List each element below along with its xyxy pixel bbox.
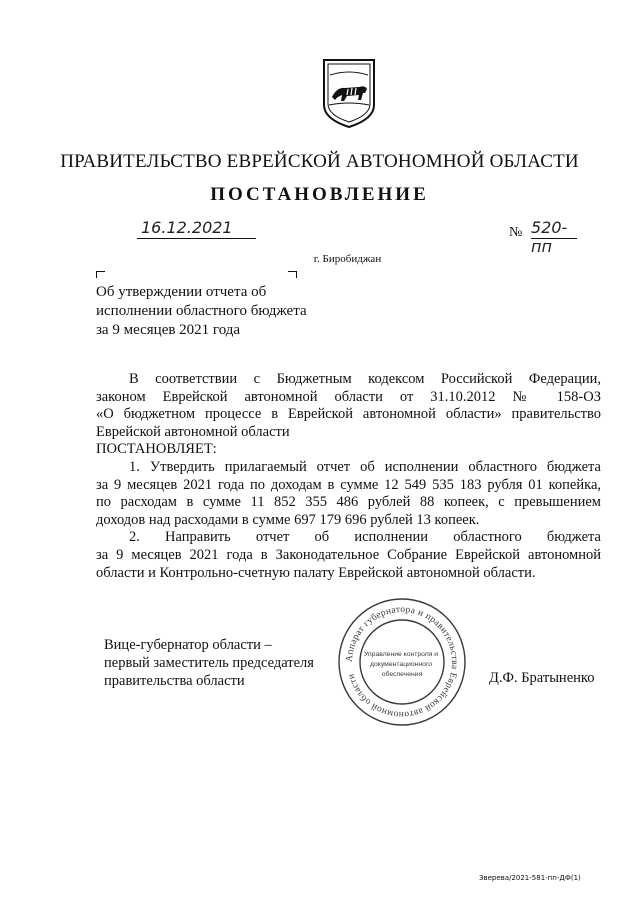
signatory-title-line: Вице-губернатор области – bbox=[104, 637, 272, 653]
document-type: ПОСТАНОВЛЕНИЕ bbox=[210, 184, 429, 205]
city-name: г. Биробиджан bbox=[313, 253, 382, 265]
item2-line: 2. Направить отчет об исполнении областного бюджета bbox=[129, 529, 601, 546]
stamp-ring-text: Аппарат губернатора и правительства Еврейской автономной области bbox=[344, 604, 460, 720]
resolves-heading: ПОСТАНОВЛЯЕТ: bbox=[96, 441, 217, 458]
stamp-center-line: Управление контроля и bbox=[363, 651, 439, 658]
preamble-line: В соответствии с Бюджетным кодексом Российской Федерации, bbox=[129, 371, 601, 387]
item1-line: по расходам в сумме 11 852 355 486 рублей 88 копеек, с превышением bbox=[96, 494, 601, 511]
svg-text:Управление контроля и доку bbox=[364, 651, 440, 678]
preamble-line: Еврейской автономной области bbox=[96, 423, 290, 440]
subject-line: исполнении областного бюджета bbox=[96, 303, 307, 319]
subject-line: Об утверждении отчета об bbox=[96, 284, 267, 300]
subject-corner-left bbox=[96, 271, 105, 278]
signatory-title bbox=[104, 636, 314, 690]
stamp-center-line: документационного bbox=[370, 661, 433, 668]
item1-line: доходов над расходами в сумме 697 179 696 рублей 13 копеек. bbox=[96, 511, 480, 528]
document-date: 16.12.2021 bbox=[137, 218, 256, 239]
item2-line: за 9 месяцев 2021 года в Законодательное Собрание Еврейской автономной bbox=[96, 546, 601, 563]
coat-of-arms-emblem bbox=[321, 57, 377, 129]
item1-line: 1. Утвердить прилагаемый отчет об исполнении областного бюджета bbox=[129, 458, 601, 475]
item2-line: области и Контрольно-счетную палату Еврейской автономной области. bbox=[96, 564, 536, 581]
signatory-title-line: первый заместитель председателя bbox=[104, 655, 314, 671]
signatory-name: Д.Ф. Братыненко bbox=[489, 670, 595, 686]
item1-line: за 9 месяцев 2021 года по доходам в сумме 12 549 535 183 рубля 01 копейка, bbox=[96, 476, 601, 493]
document-footer-code: Зверева/2021-581-пп-ДФ(1) bbox=[479, 874, 581, 882]
government-title: ПРАВИТЕЛЬСТВО ЕВРЕЙСКОЙ АВТОНОМНОЙ ОБЛАСТИ bbox=[60, 151, 579, 172]
subject-corner-right bbox=[288, 271, 297, 278]
number-prefix: № bbox=[509, 225, 523, 240]
preamble-line: «О бюджетном процессе в Еврейской автономной области» правительство bbox=[96, 406, 601, 423]
subject-line: за 9 месяцев 2021 года bbox=[96, 322, 241, 338]
document-subject bbox=[96, 283, 336, 340]
document-body bbox=[96, 371, 601, 582]
signatory-title-line: правительства области bbox=[104, 673, 245, 689]
official-stamp bbox=[336, 596, 468, 728]
stamp-center-line: обеспечения bbox=[381, 671, 423, 678]
document-number: 520-пп bbox=[531, 218, 577, 239]
preamble-line: законом Еврейской автономной области от 31.10.2012 № 158-ОЗ bbox=[96, 388, 601, 405]
